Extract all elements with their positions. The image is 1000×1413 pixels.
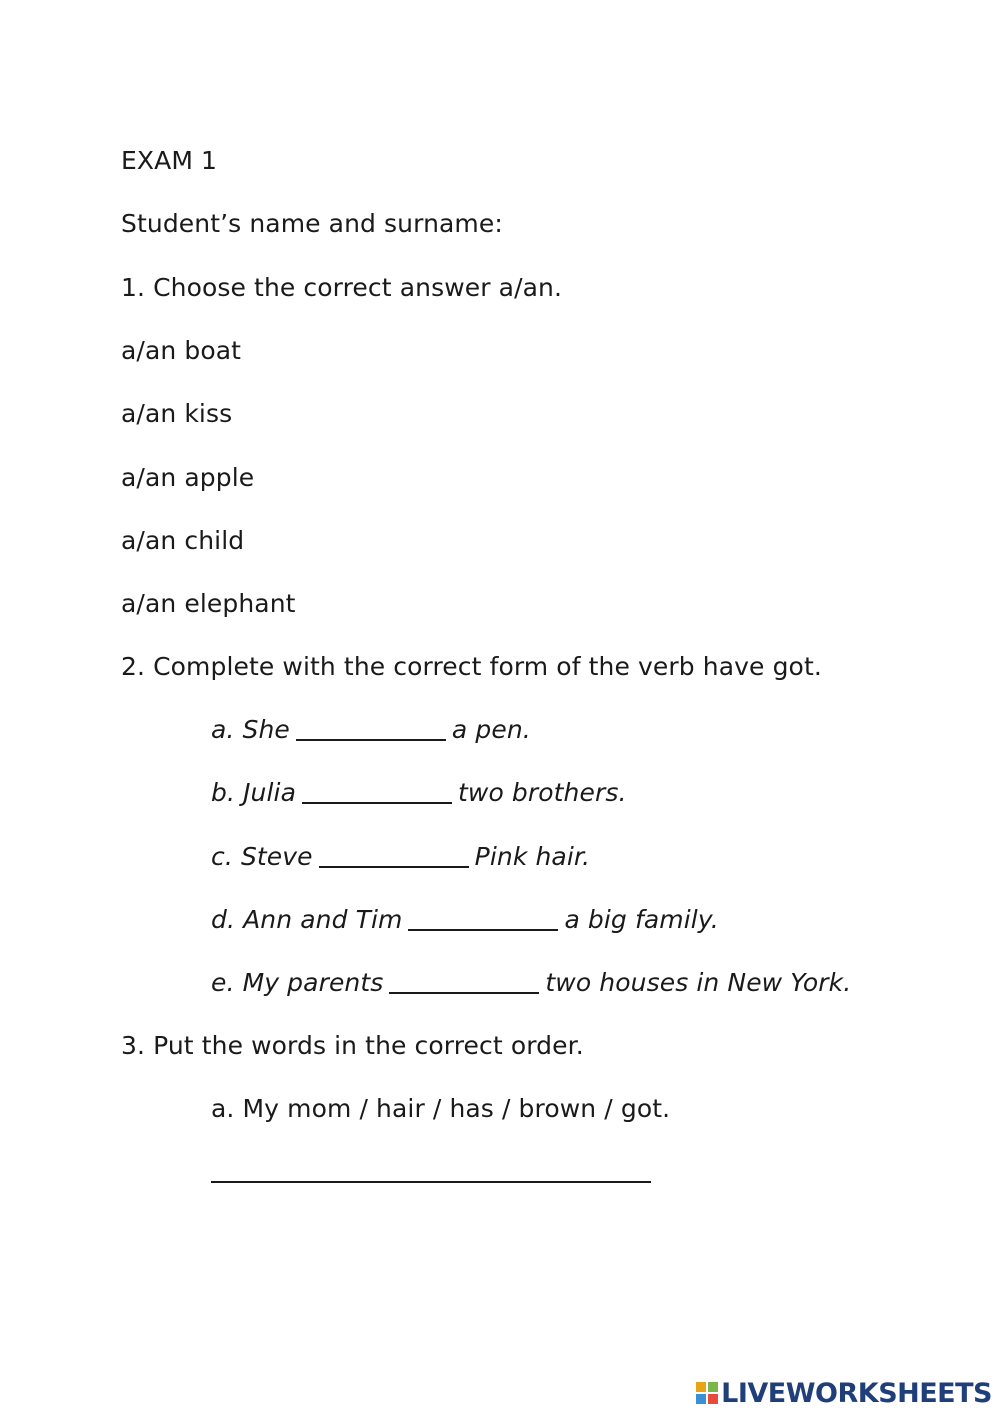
section1-item[interactable]: a/an boat [121, 336, 242, 365]
answer-blank[interactable] [408, 929, 558, 931]
answer-blank[interactable] [319, 866, 469, 868]
section3-item: a. My mom / hair / has / brown / got. [211, 1094, 671, 1123]
student-name-label: Student’s name and surname: [121, 209, 503, 238]
logo-square [696, 1394, 706, 1404]
section2-item [211, 968, 851, 998]
section1-item[interactable]: a/an child [121, 526, 245, 555]
answer-line[interactable] [211, 1181, 651, 1183]
logo-square [696, 1382, 706, 1392]
item-prefix: b. Julia [211, 778, 296, 807]
item-suffix: a big family. [564, 905, 719, 934]
item-prefix: d. Ann and Tim [211, 905, 403, 934]
item-prefix: e. My parents [211, 968, 384, 997]
section1-item[interactable]: a/an elephant [121, 589, 296, 618]
section3-heading: 3. Put the words in the correct order. [121, 1031, 584, 1060]
liveworksheets-logo [696, 1378, 992, 1408]
item-prefix: c. Steve [211, 842, 313, 871]
item-suffix: two houses in New York. [545, 968, 852, 997]
section2-heading: 2. Complete with the correct form of the verb have got. [121, 652, 822, 681]
section2-item [211, 842, 590, 872]
item-suffix: two brothers. [458, 778, 627, 807]
section1-heading: 1. Choose the correct answer a/an. [121, 273, 562, 302]
answer-blank[interactable] [389, 992, 539, 994]
logo-square [708, 1394, 718, 1404]
logo-text: LIVEWORKSHEETS [721, 1377, 992, 1409]
section1-item[interactable]: a/an kiss [121, 399, 233, 428]
exam-title: EXAM 1 [121, 146, 218, 175]
item-suffix: a pen. [451, 715, 531, 744]
item-prefix: a. She [211, 715, 290, 744]
section2-item [211, 778, 627, 808]
item-suffix: Pink hair. [474, 842, 591, 871]
logo-square [708, 1382, 718, 1392]
section2-item [211, 905, 719, 935]
section2-item [211, 715, 531, 745]
logo-icon [696, 1382, 718, 1404]
section1-item[interactable]: a/an apple [121, 463, 255, 492]
answer-blank[interactable] [302, 802, 452, 804]
answer-blank[interactable] [296, 739, 446, 741]
